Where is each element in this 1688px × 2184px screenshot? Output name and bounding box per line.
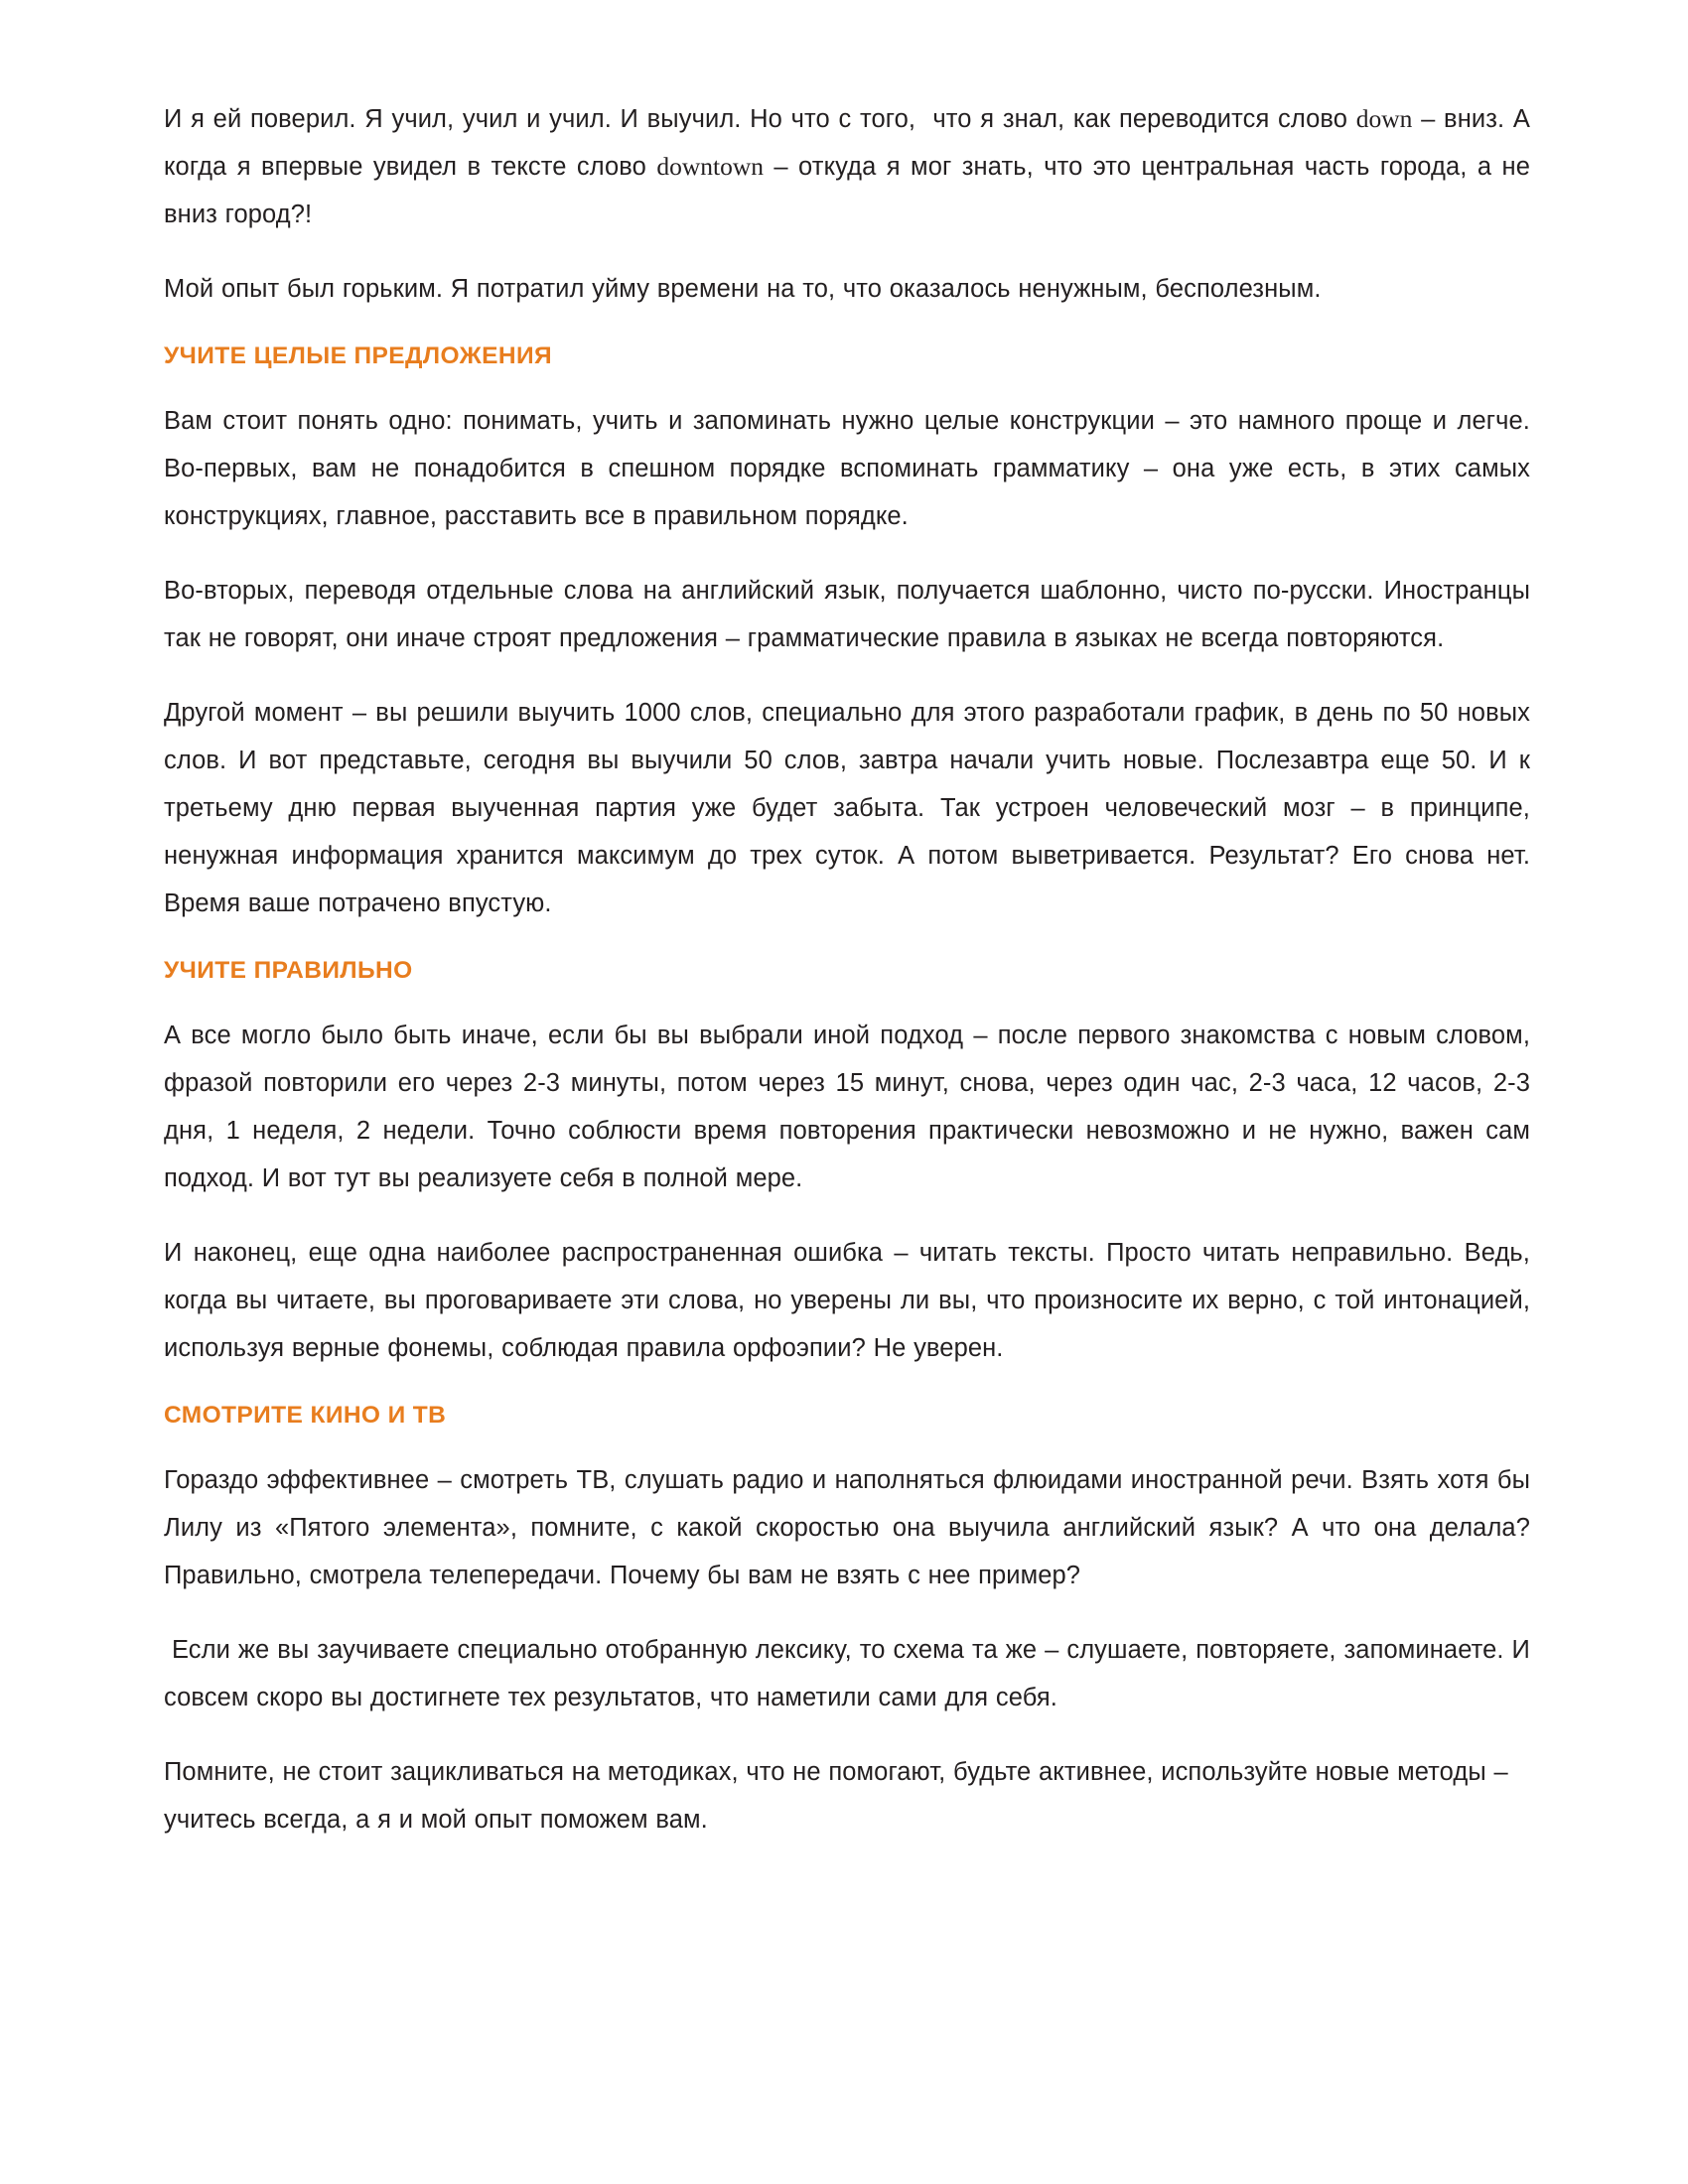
paragraph-1-text-middle: – вниз. А когда я впервые увидел в тексте слово [164,105,1538,181]
section-heading-learn-correctly: УЧИТЕ ПРАВИЛЬНО [164,957,413,984]
paragraph-9: Если же вы заучиваете специально отобранную лексику, то схема та же – слушаете, повторяете, запоминаете. И совсем скоро вы достигнете тех результатов, что наметили сами для себя. [164,1636,1538,1711]
paragraph-6: А все могло было быть иначе, если бы вы выбрали иной подход – после первого знакомства с новым словом, фразой повторили его через 2-3 минуты, потом через 15 минут, снова, через один час, 2-3 часа, 12 часов, 2-3 дня, 1 неделя, 2 недели. Точно соблюсти время повторения практически невозможно и не нужно, важен сам подход. И вот тут вы реализуете себя в полной мере. [164,1022,1538,1192]
latin-word-down: down [1355,104,1413,133]
paragraph-3: Вам стоит понять одно: понимать, учить и запоминать нужно целые конструкции – это намного проще и легче. Во-первых, вам не понадобится в спешном порядке вспоминать грамматику – она уже есть, в этих самых конструкциях, главное, расставить все в правильном порядке. [164,407,1538,530]
paragraph-7: И наконец, еще одна наиболее распространенная ошибка – читать тексты. Просто читать неправильно. Ведь, когда вы читаете, вы проговариваете эти слова, но уверены ли вы, что произносите их верно, с той интонацией, используя верные фонемы, соблюдая правила орфоэпии? Не уверен. [164,1239,1538,1362]
paragraph-2: Мой опыт был горьким. Я потратил уйму времени на то, что оказалось ненужным, бесполезным. [164,275,1322,303]
paragraph-1 [164,95,1538,238]
paragraph-8: Гораздо эффективнее – смотреть ТВ, слушать радио и наполняться флюидами иностранной речи. Взять хотя бы Лилу из «Пятого элемента», помните, с какой скоростью она выучила английский язык? А что она делала? Правильно, смотрела телепередачи. Почему бы вам не взять с нее пример? [164,1466,1538,1589]
section-heading-watch-cinema-and-tv: СМОТРИТЕ КИНО И ТВ [164,1402,447,1429]
section-heading-learn-whole-sentences: УЧИТЕ ЦЕЛЫЕ ПРЕДЛОЖЕНИЯ [164,342,553,369]
paragraph-4: Во-вторых, переводя отдельные слова на английский язык, получается шаблонно, чисто по-русски. Иностранцы так не говорят, они иначе строят предложения – грамматические правила в языках не всегда повторяются. [164,577,1538,652]
latin-word-downtown: downtown [656,152,764,181]
paragraph-1-text-after: – откуда я мог знать, что это центральная часть города, а не вниз город?! [164,153,1538,228]
paragraph-10: Помните, не стоит зацикливаться на методиках, что не помогают, будьте активнее, используйте новые методы – учитесь всегда, а я и мой опыт поможем вам. [164,1758,1516,1834]
paragraph-1-text-before: И я ей поверил. Я учил, учил и учил. И выучил. Но что с того, что я знал, как переводится слово [164,105,1356,133]
paragraph-5: Другой момент – вы решили выучить 1000 слов, специально для этого разработали график, в день по 50 новых слов. И вот представьте, сегодня вы выучили 50 слов, завтра начали учить новые. Послезавтра еще 50. И к третьему дню первая выученная партия уже будет забыта. Так устроен человеческий мозг – в принципе, ненужная информация хранится максимум до трех суток. А потом выветривается. Результат? Его снова нет. Время ваше потрачено впустую. [164,699,1538,917]
document-text-column [164,95,1538,1870]
